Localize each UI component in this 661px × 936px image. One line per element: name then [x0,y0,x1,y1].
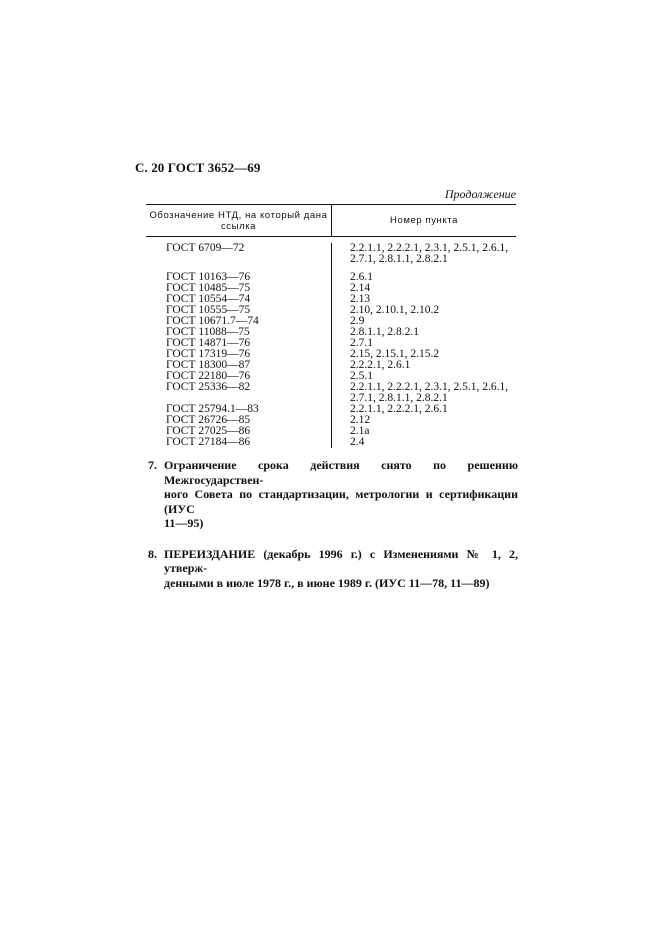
note-item [148,458,518,531]
document-designation: ГОСТ 26726—85 [146,415,332,426]
note-text [164,547,518,591]
clause-numbers [332,243,516,265]
document-designation: ГОСТ 17319—76 [146,349,332,360]
table-header [146,205,516,237]
continuation-label: Продолжение [444,187,516,201]
clause-numbers-line: 2.1а [350,425,370,437]
column-header-clause: Номер пункта [389,215,458,226]
clause-numbers-line: 2.14 [350,282,371,294]
document-designation: ГОСТ 6709—72 [146,243,332,265]
document-designation: ГОСТ 25336—82 [146,382,332,404]
clause-numbers-line: 2.15, 2.15.1, 2.15.2 [350,348,440,360]
column-header-document-line-1: Обозначение НТД, на который дана [149,210,328,221]
clause-numbers-line: 2.2.1.1, 2.2.2.1, 2.3.1, 2.5.1, 2.6.1, [350,381,509,393]
clause-numbers-line: 2.7.1, 2.8.1.1, 2.8.2.1 [350,392,448,404]
note-text-line: Ограничение срока действия снято по решению Межгосударствен- [164,458,518,487]
clause-numbers-line: 2.2.1.1, 2.2.2.1, 2.3.1, 2.5.1, 2.6.1, [350,242,509,254]
document-designation: ГОСТ 27025—86 [146,426,332,437]
column-header-document [146,205,332,236]
table-body [146,237,516,454]
note-text-line: денными в июле 1978 г., в июне 1989 г. (ИУС 11—78, 11—89) [164,575,490,590]
clause-numbers-line: 2.9 [350,315,365,327]
column-header-document-line-2: ссылка [220,221,257,232]
document-designation: ГОСТ 25794.1—83 [146,404,332,415]
clause-numbers-line: 2.13 [350,293,371,305]
clause-numbers [332,382,516,404]
note-text [164,458,518,531]
note-text-line: ПЕРЕИЗДАНИЕ (декабрь 1996 г.) с Изменениями № 1, 2, утверж- [164,546,518,575]
document-designation: ГОСТ 22180—76 [146,371,332,382]
clause-numbers [332,437,516,448]
document-designation: ГОСТ 10555—75 [146,305,332,316]
document-designation: ГОСТ 10163—76 [146,272,332,283]
note-text-line: ного Совета по стандартизации, метрологии и сертификации (ИУС [164,487,518,516]
document-designation: ГОСТ 10485—75 [146,283,332,294]
note-number: 8. [148,546,157,561]
notes-section [148,458,518,606]
clause-numbers-line: 2.7.1, 2.8.1.1, 2.8.2.1 [350,253,448,265]
clause-numbers-line: 2.8.1.1, 2.8.2.1 [350,326,419,338]
document-designation: ГОСТ 14871—76 [146,338,332,349]
clause-numbers-line: 2.4 [350,436,365,448]
document-designation: ГОСТ 18300—87 [146,360,332,371]
clause-numbers-line: 2.12 [350,414,371,426]
document-designation: ГОСТ 10554—74 [146,294,332,305]
table-row [146,437,516,448]
page-header: С. 20 ГОСТ 3652—69 [135,160,261,175]
document-designation: ГОСТ 27184—86 [146,437,332,448]
clause-numbers-line: 2.2.1.1, 2.2.2.1, 2.6.1 [350,403,448,415]
clause-numbers-line: 2.10, 2.10.1, 2.10.2 [350,304,440,316]
document-designation: ГОСТ 10671.7—74 [146,316,332,327]
clause-numbers-line: 2.5.1 [350,370,373,382]
table-row [146,382,516,404]
document-designation: ГОСТ 11088—75 [146,327,332,338]
note-number: 7. [148,458,157,472]
table-row [146,243,516,265]
clause-numbers-line: 2.6.1 [350,271,373,283]
clause-numbers-line: 2.7.1 [350,337,373,349]
note-item [148,547,518,591]
reference-table [146,204,516,454]
clause-numbers-line: 2.2.2.1, 2.6.1 [350,359,411,371]
note-text-line: 11—95) [164,516,204,530]
